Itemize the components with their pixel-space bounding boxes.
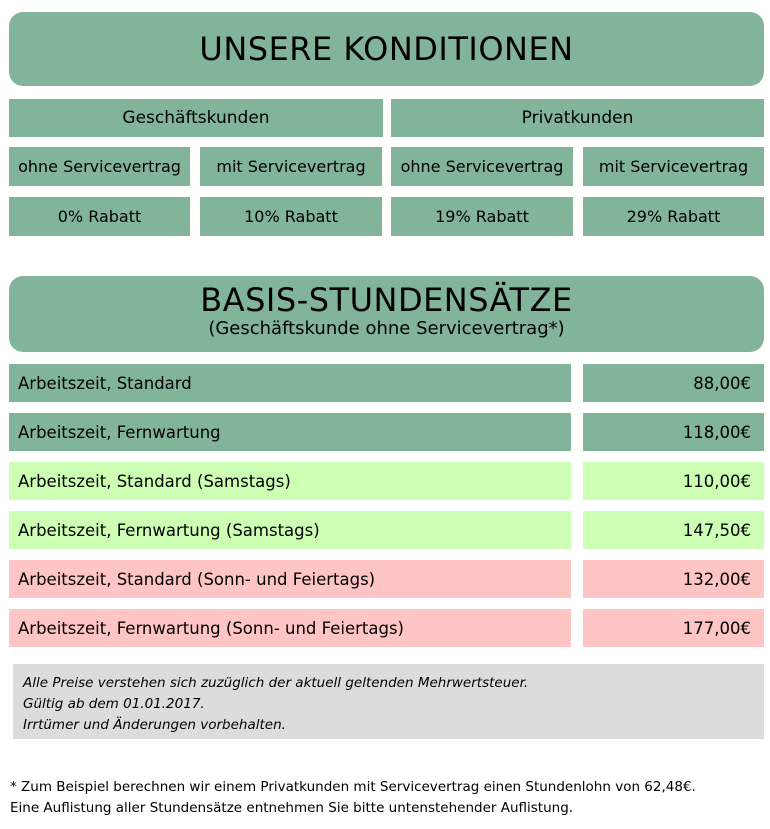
rate-label-remote-saturday: Arbeitszeit, Fernwartung (Samstags): [9, 511, 571, 549]
note-disclaimer: Irrtümer und Änderungen vorbehalten.: [23, 717, 286, 733]
contract-private-with: mit Servicevertrag: [583, 147, 764, 186]
discount-business-with: 10% Rabatt: [200, 197, 382, 236]
discount-private-with: 29% Rabatt: [583, 197, 764, 236]
rates-title: BASIS-STUNDENSÄTZE: [200, 281, 573, 319]
discount-private-without: 19% Rabatt: [391, 197, 573, 236]
footnote: [10, 777, 765, 819]
rate-label-remote-holiday: Arbeitszeit, Fernwartung (Sonn- und Feiertags): [9, 609, 571, 647]
contract-business-without: ohne Servicevertrag: [9, 147, 190, 186]
note-valid-from: Gültig ab dem 01.01.2017.: [23, 696, 205, 712]
rate-price-remote-holiday: 177,00€: [583, 609, 764, 647]
rate-price-standard: 88,00€: [583, 364, 764, 402]
footnote-example: * Zum Beispiel berechnen wir einem Privatkunden mit Servicevertrag einen Stundenlohn von 62,48€.: [10, 779, 696, 795]
rate-price-remote-saturday: 147,50€: [583, 511, 764, 549]
note-vat: Alle Preise verstehen sich zuzüglich der aktuell geltenden Mehrwertsteuer.: [23, 675, 529, 691]
rates-header: [9, 276, 764, 352]
rate-label-remote: Arbeitszeit, Fernwartung: [9, 413, 571, 451]
rate-label-standard: Arbeitszeit, Standard: [9, 364, 571, 402]
group-private: Privatkunden: [391, 99, 764, 137]
rate-price-standard-saturday: 110,00€: [583, 462, 764, 500]
footnote-reference: Eine Auflistung aller Stundensätze entnehmen Sie bitte untenstehender Auflistung.: [10, 800, 574, 816]
discount-business-without: 0% Rabatt: [9, 197, 190, 236]
group-business: Geschäftskunden: [9, 99, 383, 137]
rate-price-remote: 118,00€: [583, 413, 764, 451]
rate-price-standard-holiday: 132,00€: [583, 560, 764, 598]
conditions-header: [9, 12, 764, 86]
conditions-title: UNSERE KONDITIONEN: [199, 30, 574, 68]
price-notes: [13, 664, 764, 739]
rates-subtitle: (Geschäftskunde ohne Servicevertrag*): [208, 318, 565, 339]
contract-private-without: ohne Servicevertrag: [391, 147, 573, 186]
rate-label-standard-saturday: Arbeitszeit, Standard (Samstags): [9, 462, 571, 500]
contract-business-with: mit Servicevertrag: [200, 147, 382, 186]
rate-label-standard-holiday: Arbeitszeit, Standard (Sonn- und Feiertags): [9, 560, 571, 598]
